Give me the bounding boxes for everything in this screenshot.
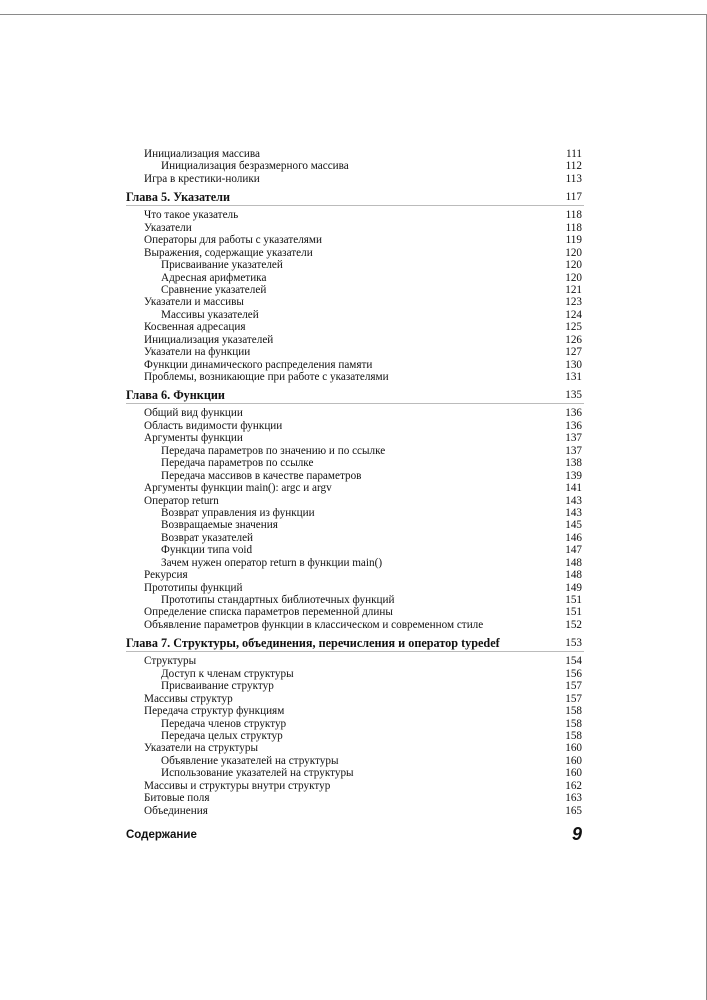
toc-entry-title: Передача членов структур [161, 717, 287, 730]
toc-entry-page: 136 [565, 419, 582, 432]
toc-entry [126, 259, 584, 271]
toc-entry-page: 121 [565, 283, 582, 296]
toc-entry-page: 143 [565, 506, 582, 519]
toc-entry-title: Глава 7. Структуры, объединения, перечисления и оператор typedef [126, 636, 500, 651]
toc-entry-title: Адресная арифметика [161, 271, 267, 284]
toc-entry-title: Массивы структур [144, 692, 233, 705]
toc-entry-title: Аргументы функции main(): argc и argv [144, 482, 332, 495]
toc-entry-page: 113 [565, 172, 582, 185]
page-number: 9 [572, 824, 583, 844]
toc-entry [126, 606, 584, 618]
toc-entry-page: 157 [565, 692, 582, 705]
toc-entry-title: Указатели на структуры [144, 742, 258, 755]
toc-entry-page: 156 [565, 667, 582, 680]
toc-entry-page: 135 [565, 389, 582, 402]
toc-entry [126, 160, 584, 172]
toc-entry-page: 157 [565, 680, 582, 693]
toc-entry-page: 141 [565, 482, 582, 495]
toc-entry [126, 532, 584, 544]
toc-entry-page: 124 [565, 308, 582, 321]
toc-entry [126, 718, 584, 730]
toc-entry [126, 742, 584, 754]
toc-entry-page: 160 [565, 742, 582, 755]
toc-entry-title: Передача параметров по значению и по ссылке [161, 444, 386, 457]
toc-entry-page: 112 [565, 160, 582, 173]
toc-entry [126, 544, 584, 556]
toc-entry-title: Инициализация безразмерного массива [161, 160, 349, 173]
toc-entry [126, 730, 584, 742]
toc-entry-page: 111 [566, 148, 582, 160]
toc-entry-page: 137 [565, 444, 582, 457]
toc-entry-page: 152 [565, 618, 582, 631]
toc-entry-page: 160 [565, 767, 582, 780]
toc-entry-title: Оператор return [144, 494, 219, 507]
toc-entry-title: Передача структур функциям [144, 705, 285, 718]
toc-entry [126, 668, 584, 680]
toc-entry-page: 127 [565, 346, 582, 359]
toc-entry [126, 557, 584, 569]
toc-entry-page: 162 [565, 779, 582, 792]
toc-entry [126, 445, 584, 457]
toc-entry-page: 131 [565, 371, 582, 383]
toc-entry [126, 470, 584, 482]
toc-entry-title: Игра в крестики-нолики [144, 172, 260, 185]
toc-entry [126, 767, 584, 779]
toc-entry [126, 432, 584, 444]
toc-entry-title: Возвращаемые значения [161, 519, 278, 532]
toc-entry-title: Прототипы функций [144, 581, 243, 594]
toc-entry-title: Битовые поля [144, 792, 210, 805]
toc-entry-title: Массивы указателей [161, 308, 259, 321]
toc-entry-title: Что такое указатель [144, 209, 239, 222]
toc-entry-page: 120 [565, 246, 582, 259]
toc-entry [126, 284, 584, 296]
toc-entry [126, 173, 584, 185]
toc-entry [126, 594, 584, 606]
toc-entry-title: Функции типа void [161, 544, 253, 557]
toc-entry [126, 420, 584, 432]
toc-entry-page: 145 [565, 519, 582, 532]
toc-entry-page: 158 [565, 705, 582, 718]
toc-entry-page: 119 [565, 234, 582, 247]
toc-entry [126, 693, 584, 705]
toc-entry-page: 126 [565, 333, 582, 346]
toc-entry-page: 151 [565, 606, 582, 619]
toc-entry [126, 755, 584, 767]
toc-entry-title: Инициализация массива [144, 148, 260, 160]
toc-chapter-heading [126, 187, 584, 207]
toc-entry-title: Передача параметров по ссылке [161, 457, 314, 470]
toc-entry-page: 163 [565, 792, 582, 805]
toc-entry-title: Возврат указателей [161, 531, 254, 544]
toc-entry-page: 146 [565, 531, 582, 544]
toc-entry [126, 334, 584, 346]
toc-chapter-heading [126, 385, 584, 405]
toc-entry-page: 120 [565, 259, 582, 272]
toc-entry [126, 780, 584, 792]
toc-entry-page: 130 [565, 358, 582, 371]
toc-entry-page: 148 [565, 556, 582, 569]
toc-entry [126, 582, 584, 594]
toc-entry [126, 495, 584, 507]
toc-entry-title: Инициализация указателей [144, 333, 274, 346]
toc-entry-title: Объявление параметров функции в классическом и современном стиле [144, 618, 484, 631]
toc-entry-title: Указатели на функции [144, 346, 251, 359]
toc-entry-title: Массивы и структуры внутри структур [144, 779, 331, 792]
toc-entry [126, 309, 584, 321]
toc-entry [126, 655, 584, 667]
toc-entry-page: 158 [565, 729, 582, 742]
toc-entry-title: Указатели и массивы [144, 296, 244, 309]
toc-entry-page: 125 [565, 321, 582, 334]
toc-entry-page: 147 [565, 544, 582, 557]
toc-entry-page: 143 [565, 494, 582, 507]
toc-entry-title: Присваивание указателей [161, 259, 283, 272]
toc-entry [126, 359, 584, 371]
toc-entry-title: Функции динамического распределения памяти [144, 358, 373, 371]
toc-entry-page: 137 [565, 432, 582, 445]
toc-entry-page: 118 [565, 221, 582, 234]
toc-entry-title: Глава 6. Функции [126, 388, 225, 403]
toc-entry-title: Зачем нужен оператор return в функции main() [161, 556, 383, 569]
toc-entry-title: Сравнение указателей [161, 283, 267, 296]
toc-entry-page: 153 [565, 637, 582, 650]
toc-entry-page: 148 [565, 569, 582, 582]
toc-entry-title: Аргументы функции [144, 432, 243, 445]
toc-entry-page: 123 [565, 296, 582, 309]
toc-entry [126, 222, 584, 234]
toc-entry [126, 519, 584, 531]
toc-entry [126, 457, 584, 469]
toc-entry-title: Выражения, содержащие указатели [144, 246, 313, 259]
toc-entry-page: 117 [565, 191, 582, 204]
toc-entry-page: 158 [565, 717, 582, 730]
toc-entry-title: Структуры [144, 655, 197, 668]
toc-entry-title: Использование указателей на структуры [161, 767, 354, 780]
toc-entry-page: 151 [565, 594, 582, 606]
toc-entry [126, 507, 584, 519]
toc-entry [126, 234, 584, 246]
toc-entry-title: Возврат управления из функции [161, 506, 315, 519]
toc-entry-title: Глава 5. Указатели [126, 190, 231, 205]
toc-entry [126, 619, 584, 631]
toc-entry-title: Указатели [144, 221, 192, 234]
toc-entry-page: 154 [565, 655, 582, 668]
toc-entry-title: Присваивание структур [161, 680, 274, 693]
toc-entry-title: Передача целых структур [161, 729, 283, 742]
toc-entry-title: Операторы для работы с указателями [144, 234, 322, 247]
toc-entry [126, 569, 584, 581]
toc-entry [126, 346, 584, 358]
toc-entry-title: Косвенная адресация [144, 321, 246, 334]
toc-entry [126, 792, 584, 804]
toc-entry [126, 680, 584, 692]
toc-entry-title: Рекурсия [144, 569, 188, 582]
toc-entry-title: Передача массивов в качестве параметров [161, 469, 362, 482]
toc-entry-title: Определение списка параметров переменной длины [144, 606, 393, 619]
toc-entry [126, 247, 584, 259]
toc-chapter-heading [126, 633, 584, 653]
toc-entry-page: 138 [565, 457, 582, 470]
toc-entry [126, 321, 584, 333]
toc-entry-title: Объединения [144, 804, 208, 817]
toc-entry-title: Доступ к членам структуры [161, 667, 294, 680]
page-frame-top [0, 14, 707, 15]
toc-entry-page: 149 [565, 581, 582, 594]
toc-entry-title: Общий вид функции [144, 407, 243, 420]
toc-entry-title: Область видимости функции [144, 419, 283, 432]
toc-entry [126, 705, 584, 717]
toc-entry [126, 296, 584, 308]
toc-entry [126, 272, 584, 284]
toc-entry [126, 148, 584, 160]
toc-entry [126, 371, 584, 383]
toc-entry-page: 136 [565, 407, 582, 420]
toc-entry [126, 209, 584, 221]
table-of-contents [126, 148, 584, 817]
running-footer-title: Содержание [126, 829, 197, 841]
toc-entry-title: Проблемы, возникающие при работе с указателями [144, 371, 389, 383]
toc-entry [126, 805, 584, 817]
toc-entry-title: Объявление указателей на структуры [161, 754, 339, 767]
toc-entry-page: 139 [565, 469, 582, 482]
toc-entry-page: 120 [565, 271, 582, 284]
toc-entry [126, 407, 584, 419]
toc-entry-title: Прототипы стандартных библиотечных функций [161, 594, 395, 606]
toc-entry-page: 118 [565, 209, 582, 222]
toc-entry-page: 165 [565, 804, 582, 817]
toc-entry [126, 482, 584, 494]
toc-entry-page: 160 [565, 754, 582, 767]
